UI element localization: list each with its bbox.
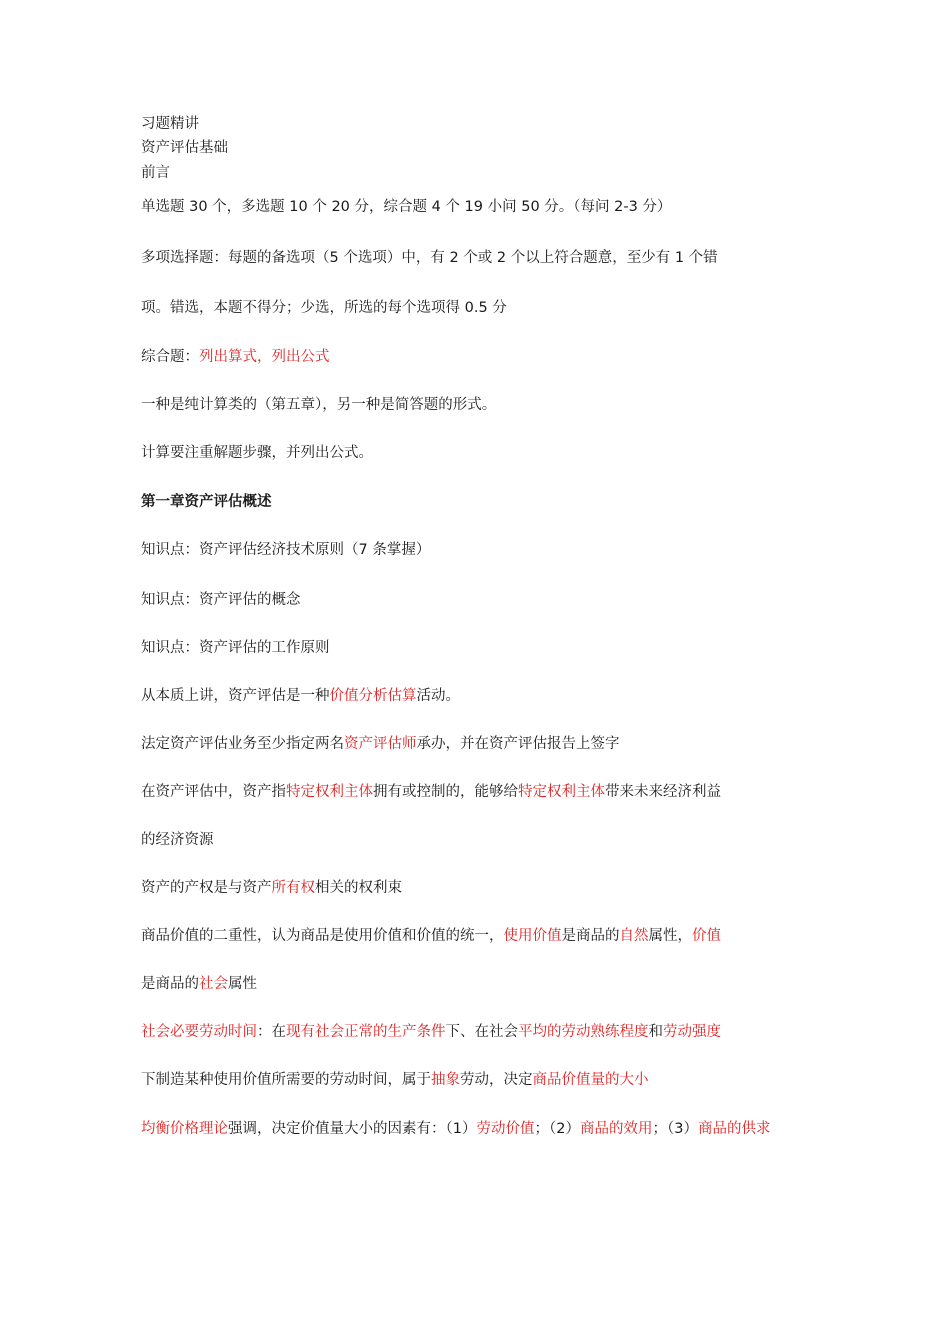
highlight: 使用价值 xyxy=(503,928,562,944)
text: 资产的产权是与资产 xyxy=(141,880,272,896)
comprehensive-label: 综合题： xyxy=(141,349,199,365)
multi-choice-rule-line1: 多项选择题：每题的备选项（5 个选项）中，有 2 个或 2 个以上符合题意，至少有 1 个错 xyxy=(141,250,718,266)
knowledge-point-3: 知识点：资产评估的工作原则 xyxy=(141,640,330,656)
text: ：在 xyxy=(257,1024,286,1040)
text: 从本质上讲，资产评估是一种 xyxy=(141,688,330,704)
highlight: 所有权 xyxy=(271,880,315,896)
labor-time-line2 xyxy=(141,1070,810,1090)
text: ；（2） xyxy=(534,1121,580,1137)
highlight: 抽象 xyxy=(431,1072,460,1088)
text: 下、在社会 xyxy=(445,1024,518,1040)
text: ；（3） xyxy=(652,1121,698,1137)
text: 是商品的 xyxy=(561,928,620,944)
exam-structure-line: 单选题 30 个，多选题 10 个 20 分，综合题 4 个 19 小问 50 分。（每问 2-3 分） xyxy=(141,199,672,215)
duality-line1 xyxy=(141,926,810,946)
text: 活动。 xyxy=(416,688,460,704)
chapter-heading: 第一章资产评估概述 xyxy=(141,494,272,510)
text: 下制造某种使用价值所需要的劳动时间，属于 xyxy=(141,1072,431,1088)
text: 带来未来经济利益 xyxy=(605,784,721,800)
comprehensive-highlight: 列出算式，列出公式 xyxy=(199,349,330,365)
text: 和 xyxy=(648,1024,663,1040)
knowledge-point-2: 知识点：资产评估的概念 xyxy=(141,592,301,608)
highlight: 特定权利主体 xyxy=(518,784,605,800)
highlight: 均衡价格理论 xyxy=(141,1121,228,1137)
text: 劳动，决定 xyxy=(460,1072,533,1088)
preface-heading: 前言 xyxy=(141,165,170,181)
property-rights-line xyxy=(141,878,810,898)
text: 属性， xyxy=(648,928,692,944)
calculation-advice-line: 计算要注重解题步骤，并列出公式。 xyxy=(141,445,373,461)
highlight: 特定权利主体 xyxy=(286,784,373,800)
text: 承办，并在资产评估报告上签字 xyxy=(416,736,620,752)
asset-definition-line1 xyxy=(141,782,810,802)
knowledge-point-1: 知识点：资产评估经济技术原则（7 条掌握） xyxy=(141,542,431,558)
highlight: 自然 xyxy=(619,928,649,944)
highlight: 现有社会正常的生产条件 xyxy=(286,1024,446,1040)
text: 在资产评估中，资产指 xyxy=(141,784,286,800)
text: 商品价值的二重性，认为商品是使用价值和价值的统一， xyxy=(141,928,504,944)
comprehensive-rule xyxy=(141,347,810,367)
highlight: 平均的劳动熟练程度 xyxy=(518,1024,649,1040)
highlight: 价值 xyxy=(692,928,721,944)
doc-title: 习题精讲 xyxy=(141,116,199,132)
text: 法定资产评估业务至少指定两名 xyxy=(141,736,344,752)
equilibrium-price-paragraph xyxy=(141,1119,810,1139)
highlight: 商品的效用 xyxy=(579,1121,653,1137)
essence-line xyxy=(141,686,810,706)
doc-subtitle: 资产评估基础 xyxy=(141,140,228,156)
highlight: 社会 xyxy=(199,976,228,992)
text: 拥有或控制的，能够给 xyxy=(373,784,518,800)
text: 强调，决定价值量大小的因素有：（1） xyxy=(228,1121,477,1137)
highlight: 劳动价值 xyxy=(476,1121,535,1137)
highlight: 劳动强度 xyxy=(663,1024,721,1040)
labor-time-line1 xyxy=(141,1022,810,1042)
highlight: 资产评估师 xyxy=(344,736,417,752)
text: 是商品的 xyxy=(141,976,199,992)
question-type-line: 一种是纯计算类的（第五章），另一种是简答题的形式。 xyxy=(141,397,497,413)
text: 属性 xyxy=(228,976,257,992)
highlight: 价值分析估算 xyxy=(329,688,417,704)
highlight: 商品的供求 xyxy=(697,1121,771,1137)
text: 相关的权利束 xyxy=(315,880,402,896)
multi-choice-rule-line2: 项。错选，本题不得分；少选，所选的每个选项得 0.5 分 xyxy=(141,300,507,316)
highlight: 社会必要劳动时间 xyxy=(141,1024,257,1040)
duality-line2 xyxy=(141,974,810,994)
asset-definition-line2: 的经济资源 xyxy=(141,832,214,848)
highlight: 商品价值量的大小 xyxy=(532,1072,649,1088)
legal-line xyxy=(141,734,810,754)
